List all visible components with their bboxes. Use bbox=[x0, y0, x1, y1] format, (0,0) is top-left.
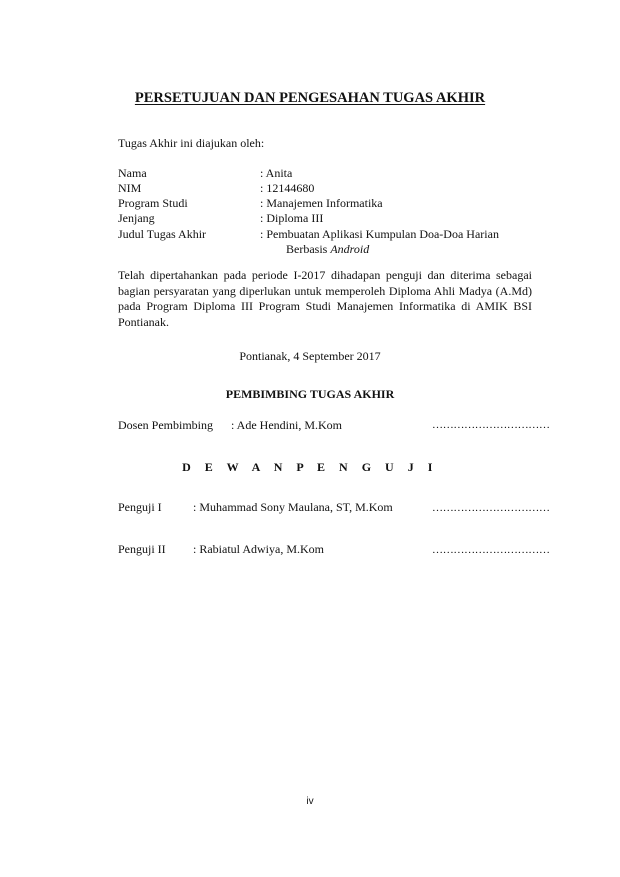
judul-line2-italic: Android bbox=[330, 242, 370, 256]
field-label-jenjang: Jenjang bbox=[118, 211, 155, 225]
field-value-jenjang: : Diploma III bbox=[260, 211, 324, 225]
page-title: PERSETUJUAN DAN PENGESAHAN TUGAS AKHIR bbox=[134, 90, 486, 106]
approval-paragraph: Telah dipertahankan pada periode I-2017 dihadapan penguji dan diterima sebagai bagian persyaratan yang diperlukan untuk memperoleh Diploma Ahli Madya (A.Md) pada Program Diploma III Program Studi Manajemen Informatika di AMIK BSI Pontianak. bbox=[118, 268, 532, 329]
pembimbing-signature-dots: …………………………… bbox=[432, 419, 550, 431]
field-value-program-studi: : Manajemen Informatika bbox=[260, 196, 383, 210]
penguji-1-signature-dots: …………………………… bbox=[432, 502, 550, 514]
field-label-nim: NIM bbox=[118, 181, 142, 195]
pembimbing-label: Dosen Pembimbing bbox=[118, 418, 213, 432]
field-label-program-studi: Program Studi bbox=[118, 196, 188, 210]
penguji-1-name: : Muhammad Sony Maulana, ST, M.Kom bbox=[193, 500, 393, 514]
field-value-judul: : Pembuatan Aplikasi Kumpulan Doa-Doa Harian bbox=[260, 227, 499, 241]
field-value-judul-line2 bbox=[286, 242, 369, 257]
pembimbing-heading: PEMBIMBING TUGAS AKHIR bbox=[225, 387, 395, 401]
penguji-2-name: : Rabiatul Adwiya, M.Kom bbox=[193, 542, 324, 556]
intro-text: Tugas Akhir ini diajukan oleh: bbox=[118, 136, 265, 150]
penguji-2-signature-dots: …………………………… bbox=[432, 544, 550, 556]
field-label-judul: Judul Tugas Akhir bbox=[118, 227, 207, 241]
place-date: Pontianak, 4 September 2017 bbox=[239, 349, 381, 363]
page-number: iv bbox=[306, 796, 314, 807]
field-value-nim: : 12144680 bbox=[260, 181, 315, 195]
field-label-nama: Nama bbox=[118, 166, 147, 180]
penguji-2-label: Penguji II bbox=[118, 542, 166, 556]
penguji-heading: D E W A N P E N G U J I bbox=[182, 460, 438, 474]
field-value-nama: : Anita bbox=[260, 166, 293, 180]
judul-line2-text: Berbasis bbox=[286, 242, 331, 256]
penguji-1-label: Penguji I bbox=[118, 500, 162, 514]
pembimbing-name: : Ade Hendini, M.Kom bbox=[231, 418, 342, 432]
